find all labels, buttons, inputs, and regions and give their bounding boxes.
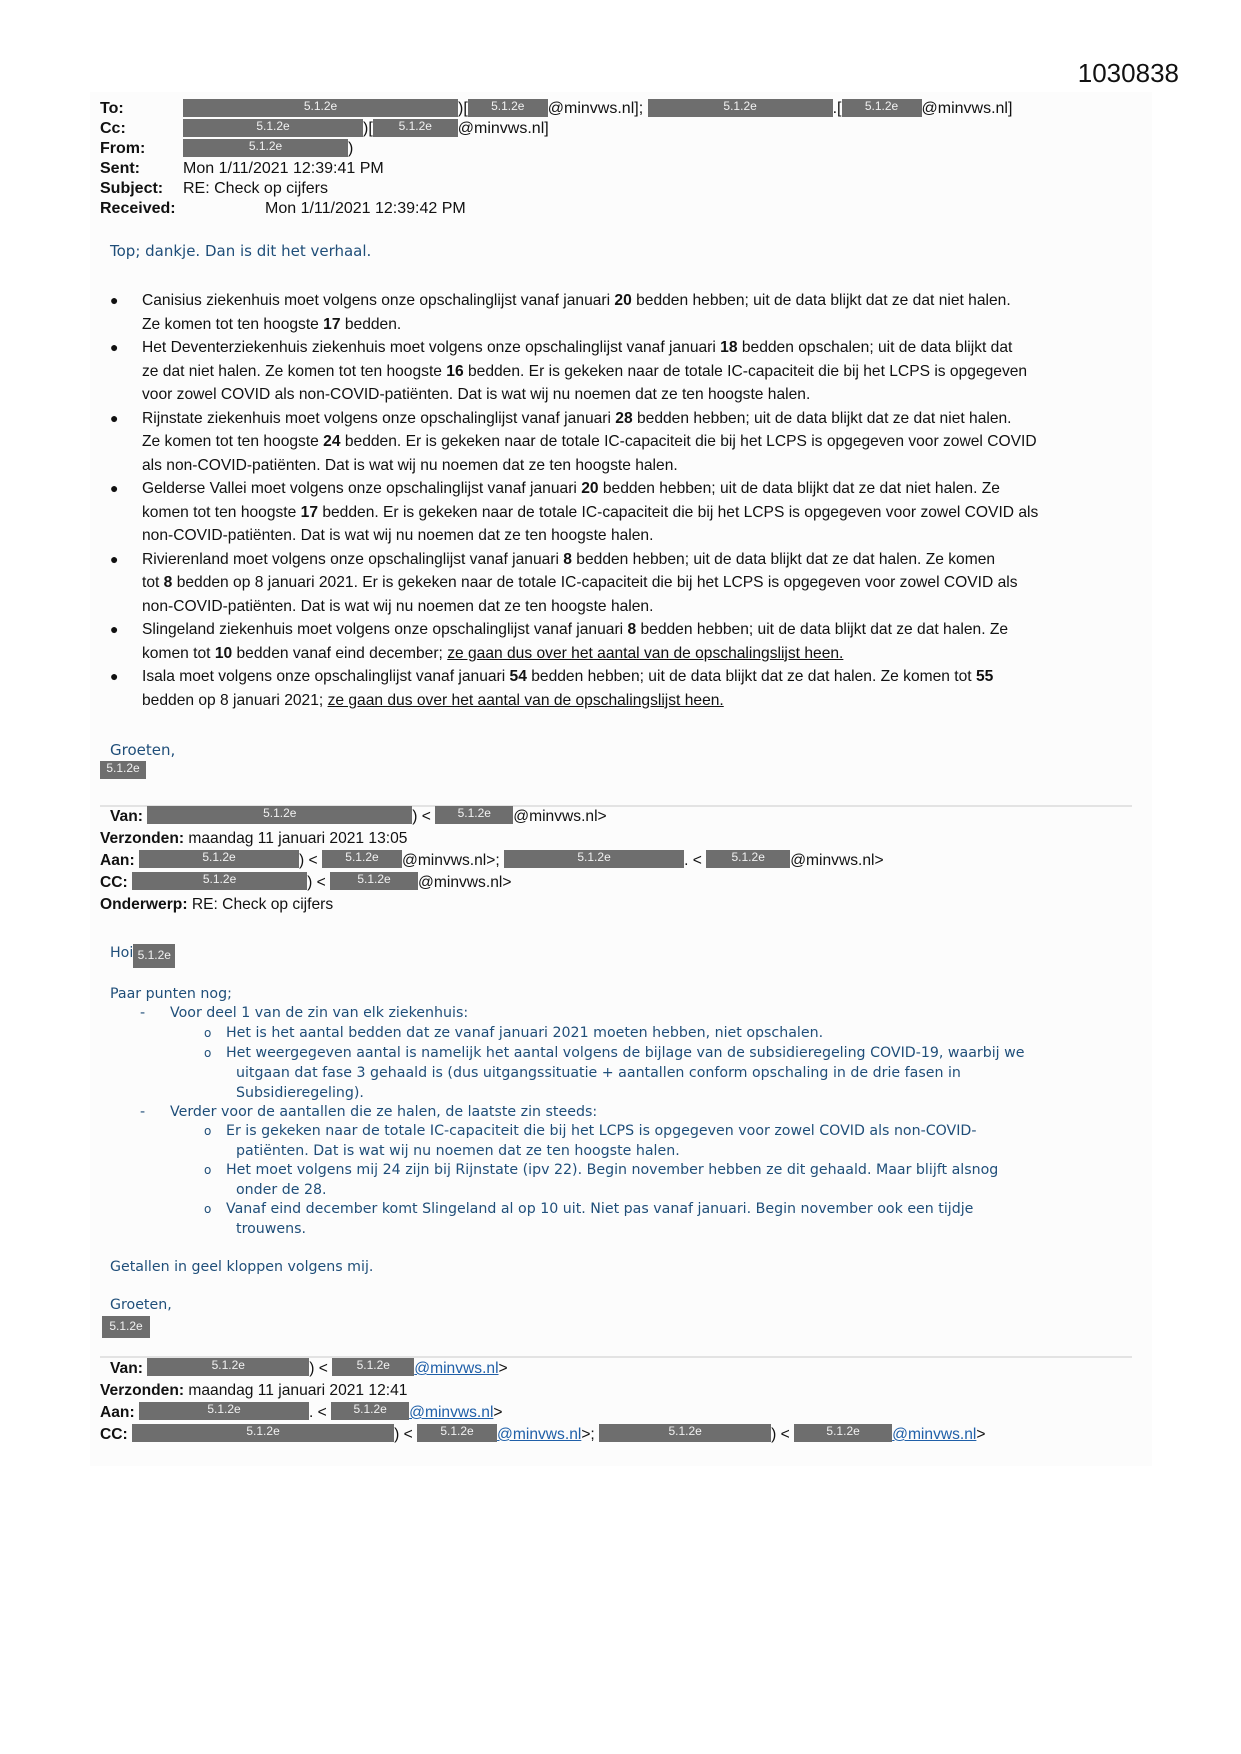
bullet-icon: ● [110, 668, 119, 684]
email-domain: @minvws.nl> [418, 874, 512, 891]
bullet-icon: ● [110, 621, 119, 637]
email-domain: @minvws.nl]; [547, 100, 644, 117]
redaction: 5.1.2e [330, 872, 418, 890]
msg3-van-row: Van: 5.1.2e ) < 5.1.2e @minvws.nl> [110, 1358, 508, 1377]
redaction: 5.1.2e [139, 1402, 309, 1420]
msg2-cc-row: CC: 5.1.2e ) < 5.1.2e @minvws.nl> [100, 872, 512, 891]
msg2-verzonden-row: Verzonden: maandag 11 januari 2021 13:05 [100, 830, 408, 847]
msg3-cc-row: CC: 5.1.2e ) < 5.1.2e @minvws.nl>; 5.1.2e ) < 5.1.2e @minvws.nl> [100, 1424, 986, 1443]
redaction: 5.1.2e [373, 119, 458, 137]
sent-date: maandag 11 januari 2021 12:41 [188, 1382, 408, 1399]
redaction: 5.1.2e [183, 119, 363, 137]
header-cc-row: Cc: 5.1.2e )[ 5.1.2e @minvws.nl] [100, 119, 549, 137]
sent-value: Mon 1/11/2021 12:39:41 PM [183, 160, 384, 177]
redaction: 5.1.2e [504, 850, 684, 868]
email-link[interactable]: @minvws.nl [497, 1426, 582, 1443]
redaction: 5.1.2e [147, 806, 412, 824]
email-domain: @minvws.nl] [457, 120, 549, 137]
redaction: 5.1.2e [132, 872, 307, 890]
redaction: 5.1.2e [599, 1424, 771, 1442]
msg2-note: Getallen in geel kloppen volgens mij. [110, 1259, 374, 1275]
signature-redaction: 5.1.2e [102, 1316, 150, 1338]
header-subject-row [100, 179, 328, 199]
to-label: To: [100, 100, 124, 117]
closing: Groeten, [110, 741, 176, 759]
message-intro: Top; dankje. Dan is dit het verhaal. [110, 242, 372, 260]
header-sent-row [100, 159, 384, 179]
redaction: 5.1.2e [794, 1424, 892, 1442]
hospital-bullet: ● Gelderse Vallei moet volgens onze opschalinglijst vanaf januari 20 bedden hebben; uit de data blijkt dat ze dat niet halen. Ze komen tot ten hoogste 17 bedden. Er is gekeken naar de totale IC-capaciteit die bij het LCPS is opgegeven voor zowel COVID als non-COVID-patiënten. Dat is wat wij nu noemen dat ze ten hoogste halen. [108, 477, 1138, 548]
email-domain: @minvws.nl> [790, 852, 884, 869]
msg2-aan-row: Aan: 5.1.2e ) < 5.1.2e @minvws.nl>; 5.1.2e . < 5.1.2e @minvws.nl> [100, 850, 884, 869]
hospital-bullet: ● Het Deventerziekenhuis ziekenhuis moet volgens onze opschalinglijst vanaf januari 18 bedden opschalen; uit de data blijkt dat ze dat niet halen. Ze komen tot ten hoogste 16 bedden. Er is gekeken naar de totale IC-capaciteit die bij het LCPS is opgegeven voor zowel COVID als non-COVID-patiënten. Dat is wat wij nu noemen dat ze ten hoogste halen. [108, 336, 1138, 407]
email-domain: @minvws.nl>; [401, 852, 500, 869]
cc-label: Cc: [100, 120, 126, 137]
redaction: 5.1.2e [468, 99, 548, 117]
signature-redaction: 5.1.2e [100, 761, 146, 779]
msg2-van-row: Van: 5.1.2e ) < 5.1.2e @minvws.nl> [110, 806, 607, 825]
bullet-icon: ● [110, 480, 119, 496]
greeting: Hoi 5.1.2e [110, 944, 175, 968]
redaction: 5.1.2e [648, 99, 833, 117]
msg2-intro: Paar punten nog; [110, 986, 232, 1002]
sent-label: Sent: [100, 160, 140, 177]
msg2-onderwerp-row: Onderwerp: RE: Check op cijfers [100, 896, 334, 913]
msg3-aan-row: Aan: 5.1.2e . < 5.1.2e @minvws.nl> [100, 1402, 503, 1421]
subject-value: RE: Check op cijfers [183, 180, 328, 197]
received-label: Received: [100, 200, 176, 217]
redaction: 5.1.2e [183, 99, 458, 117]
redaction: 5.1.2e [417, 1424, 497, 1442]
hospital-bullet: ● Rijnstate ziekenhuis moet volgens onze opschalinglijst vanaf januari 28 bedden hebben; uit de data blijkt dat ze dat niet halen. Ze komen tot ten hoogste 24 bedden. Er is gekeken naar de totale IC-capaciteit die bij het LCPS is opgegeven voor zowel COVID als non-COVID-patiënten. Dat is wat wij nu noemen dat ze ten hoogste halen. [108, 407, 1138, 478]
redaction: 5.1.2e [332, 1358, 414, 1376]
header-from-row: From: 5.1.2e ) [100, 139, 354, 157]
email-domain: @minvws.nl> [513, 808, 607, 825]
closing: Groeten, [110, 1297, 172, 1313]
bullet-icon: ● [110, 292, 119, 308]
document-number: 1030838 [1077, 58, 1179, 88]
bullet-icon: ● [110, 339, 119, 355]
redaction: 5.1.2e [132, 1424, 394, 1442]
from-label: From: [100, 140, 146, 157]
sent-date: maandag 11 januari 2021 13:05 [188, 830, 408, 847]
email-domain: @minvws.nl] [921, 100, 1013, 117]
redaction: 5.1.2e [331, 1402, 409, 1420]
header-received-row [100, 199, 466, 219]
subject-label: Subject: [100, 180, 164, 197]
redaction: 5.1.2e [147, 1358, 309, 1376]
redaction: 5.1.2e [322, 850, 402, 868]
name-redaction: 5.1.2e [133, 944, 175, 968]
bullet-icon: ● [110, 409, 119, 426]
email-link[interactable]: @minvws.nl [892, 1426, 977, 1443]
hospital-bullet-list [108, 289, 1138, 712]
header-to-row: To: 5.1.2e )[ 5.1.2e @minvws.nl]; 5.1.2e .[ 5.1.2e @minvws.nl] [100, 99, 1013, 117]
hospital-bullet: ● Rivierenland moet volgens onze opschalinglijst vanaf januari 8 bedden hebben; uit de data blijkt dat ze dat halen. Ze komen tot 8 bedden op 8 januari 2021. Er is gekeken naar de totale IC-capaciteit die bij het LCPS is opgegeven voor zowel COVID als non-COVID-patiënten. Dat is wat wij nu noemen dat ze ten hoogste halen. [108, 548, 1138, 619]
redaction: 5.1.2e [139, 850, 299, 868]
redaction: 5.1.2e [706, 850, 790, 868]
bullet-icon: ● [110, 550, 119, 567]
redaction: 5.1.2e [183, 139, 348, 157]
msg3-verzonden-row: Verzonden: maandag 11 januari 2021 12:41 [100, 1382, 408, 1399]
hospital-bullet: ● Isala moet volgens onze opschalinglijst vanaf januari 54 bedden hebben; uit de data blijkt dat ze dat halen. Ze komen tot 55 bedden op 8 januari 2021; ze gaan dus over het aantal van de opschalingslijst heen. [108, 665, 1138, 712]
subject-value: RE: Check op cijfers [191, 896, 334, 913]
received-value: Mon 1/11/2021 12:39:42 PM [265, 200, 466, 217]
hospital-bullet: ● Slingeland ziekenhuis moet volgens onze opschalinglijst vanaf januari 8 bedden hebben; uit de data blijkt dat ze dat halen. Ze komen tot 10 bedden vanaf eind december; ze gaan dus over het aantal van de opschalingslijst heen. [108, 618, 1138, 665]
hospital-bullet: ● Canisius ziekenhuis moet volgens onze opschalinglijst vanaf januari 20 bedden hebben; uit de data blijkt dat ze dat niet halen. Ze komen tot ten hoogste 17 bedden. [108, 289, 1138, 336]
email-link[interactable]: @minvws.nl [409, 1404, 494, 1421]
email-link[interactable]: @minvws.nl [414, 1360, 499, 1377]
redaction: 5.1.2e [435, 806, 513, 824]
redaction: 5.1.2e [842, 99, 922, 117]
